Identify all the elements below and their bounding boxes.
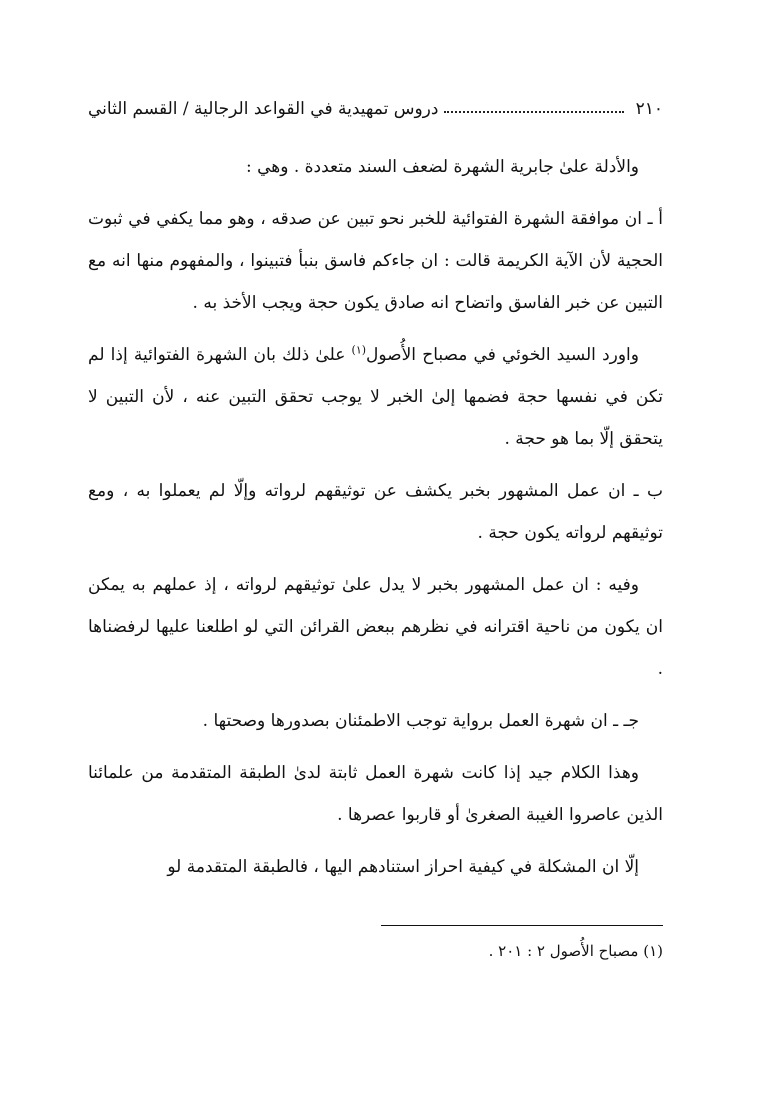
paragraph-point-c: جـ ـ ان شهرة العمل برواية توجب الاطمئنان بصدورها وصحتها . (202, 711, 639, 731)
paragraph-khoei-text-after: علىٰ ذلك بان الشهرة الفتوائية إذا لم تكن في نفسها حجة فضمها إلىٰ الخبر لا يوجب تحقق التبين عنه ، لأن التبين لا يتحقق إلّا بما هو حجة . (88, 345, 663, 449)
paragraph-reply-b: وفيه : ان عمل المشهور بخبر لا يدل علىٰ توثيقهم لرواته ، إذ عملهم به يمكن ان يكون من ناحية اقترانه في نظرهم ببعض القرائن التي لو اطلعنا عليها لرفضناها . (88, 575, 663, 679)
page-number: ٢١٠ (635, 99, 663, 119)
running-title: دروس تمهيدية في القواعد الرجالية / القسم الثاني (88, 99, 439, 119)
paragraph-problem: إلّا ان المشكلة في كيفية احراز استنادهم اليها ، فالطبقة المتقدمة لو (167, 857, 639, 877)
paragraph-intro: والأدلة علىٰ جابرية الشهرة لضعف السند متعددة . وهي : (245, 157, 639, 177)
paragraph-point-b: ب ـ ان عمل المشهور بخبر يكشف عن توثيقهم لرواته وإلّا لم يعملوا به ، ومع توثيقهم لرواته يكون حجة . (88, 481, 663, 543)
footnote: (١) مصباح الأُصول ٢ : ٢٠١ . (488, 942, 663, 960)
paragraph-khoei-text-before: واورد السيد الخوئي في مصباح الأُصول (366, 345, 639, 365)
paragraph-comment-c: وهذا الكلام جيد إذا كانت شهرة العمل ثابتة لدىٰ الطبقة المتقدمة من علمائنا الذين عاصروا الغيبة الصغرىٰ أو قاربوا عصرها . (88, 763, 663, 825)
header-dot-leader (444, 111, 623, 113)
main-text (88, 146, 663, 898)
footnote-separator (381, 925, 663, 926)
paragraph-khoei-objection (88, 334, 663, 460)
running-header (88, 93, 663, 125)
paragraph-point-a: أ ـ ان موافقة الشهرة الفتوائية للخبر نحو تبين عن صدقه ، وهو مما يكفي في ثبوت الحجية لأن الآية الكريمة قالت : ان جاءكم فاسق بنبأ فتبينوا ، والمفهوم منها انه مع التبين عن خبر الفاسق واتضاح انه صادق يكون حجة ويجب الأخذ به . (88, 209, 663, 313)
footnote-reference: (١) (351, 343, 367, 357)
